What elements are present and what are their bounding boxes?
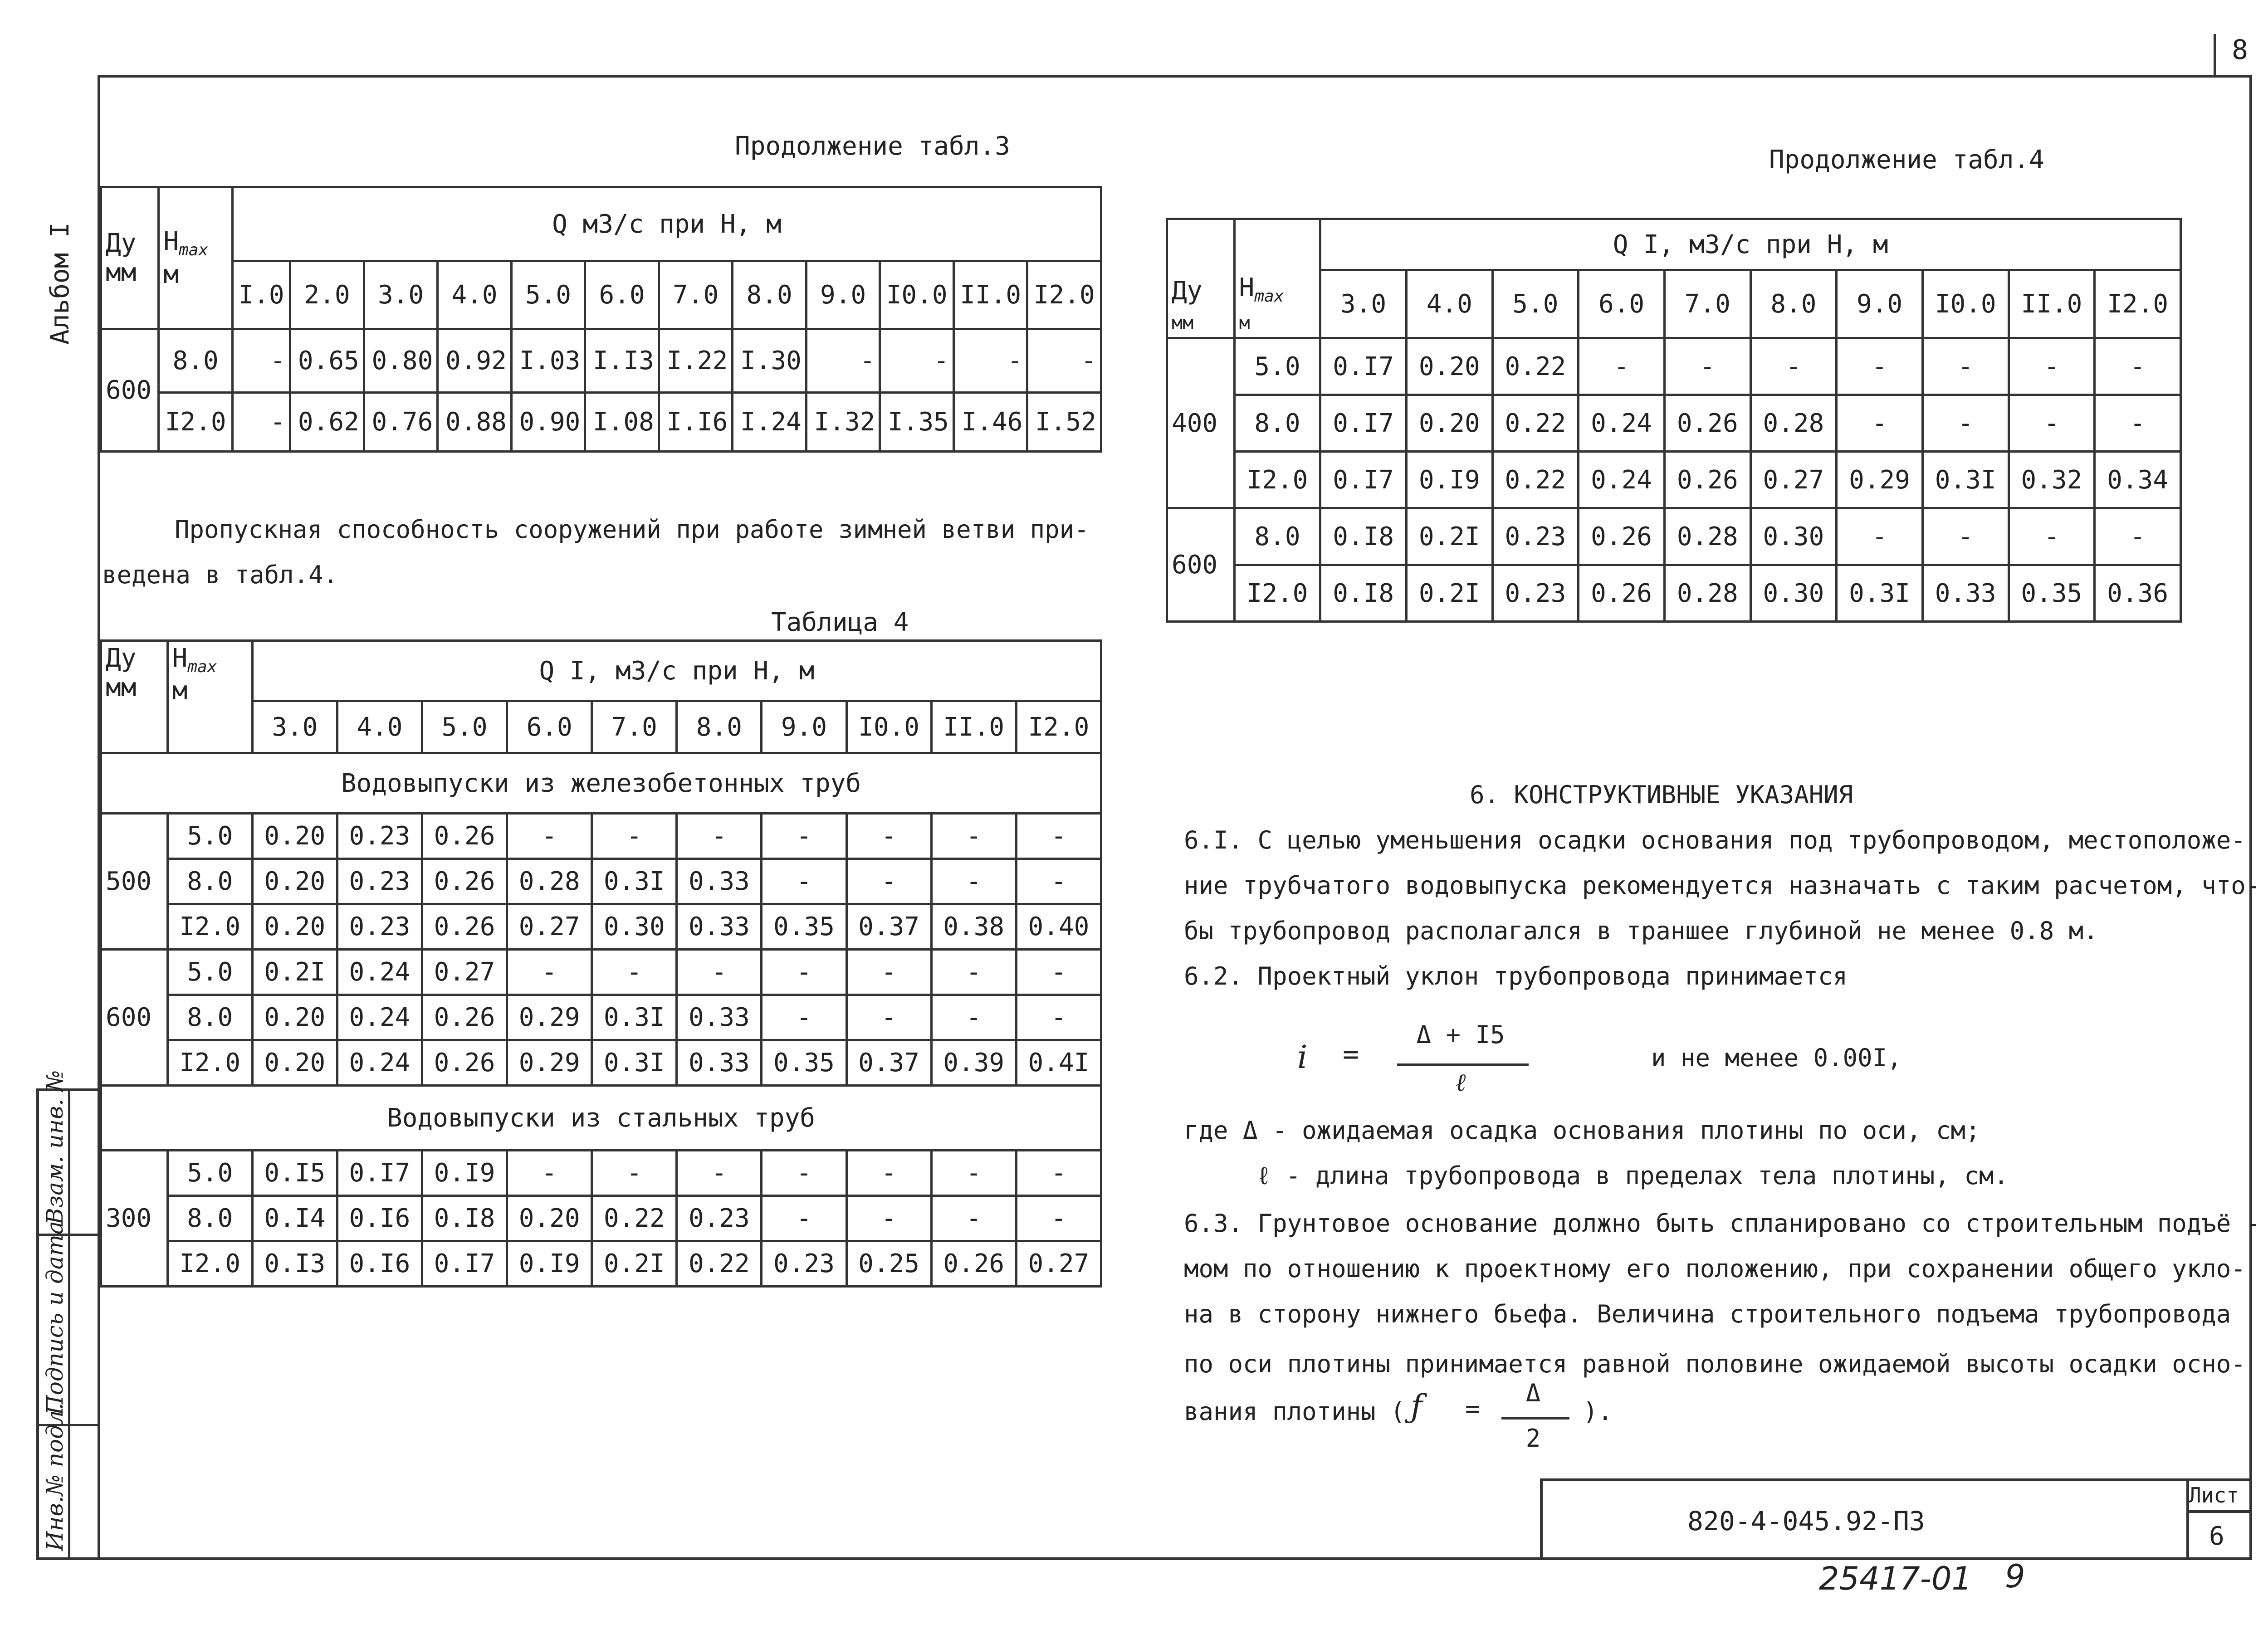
table4-section-steel: Водовыпуски из стальных труб — [101, 1086, 1101, 1151]
table4cont-value-cell: 0.3I — [1922, 452, 2009, 508]
table4cont-value-cell: - — [1750, 338, 1837, 395]
table4-hmax-cell: 8.0 — [167, 859, 252, 904]
table4-value-cell: 0.I8 — [422, 1196, 507, 1241]
table3-value-cell: - — [1027, 329, 1101, 393]
table4-value-cell: 0.20 — [252, 904, 337, 950]
table4-value-cell: 0.20 — [507, 1196, 592, 1241]
table4-value-cell: 0.33 — [677, 1040, 762, 1086]
table4-value-cell: - — [592, 950, 677, 995]
table4-value-cell: 0.26 — [422, 995, 507, 1040]
table4cont-value-cell: 0.28 — [1750, 395, 1837, 452]
table4-h-value: I2.0 — [1016, 701, 1101, 753]
section6-title: 6. КОНСТРУКТИВНЫЕ УКАЗАНИЯ — [1470, 780, 1853, 809]
intro-line-2: ведена в табл.4. — [102, 561, 338, 589]
table4-value-cell: - — [846, 814, 931, 859]
table4-h-value: 4.0 — [337, 701, 422, 753]
table4cont-value-cell: 0.3I — [1837, 565, 1923, 622]
table3-h-value: 3.0 — [364, 261, 438, 329]
table4-row — [101, 859, 1101, 904]
table3-value-cell: I.I3 — [585, 329, 659, 393]
table3-h-value: 6.0 — [585, 261, 659, 329]
table4-value-cell: 0.33 — [677, 995, 762, 1040]
table4cont-value-cell: - — [2009, 338, 2095, 395]
table4cont-value-cell: 0.I8 — [1320, 508, 1407, 565]
table4-value-cell: 0.23 — [337, 814, 422, 859]
table4-value-cell: 0.22 — [592, 1196, 677, 1241]
table4cont-value-cell: 0.26 — [1579, 508, 1665, 565]
table4cont-h-value: 9.0 — [1837, 270, 1923, 338]
table4cont-group-header: Q I, м3/с при H, м — [1320, 219, 2181, 270]
table3-value-cell: 0.76 — [364, 393, 438, 452]
table4-value-cell: 0.27 — [1016, 1241, 1101, 1287]
section6-p3-line3: на в сторону нижнего бьефа. Величина строительного подъема трубопровода — [1184, 1300, 2231, 1328]
table3-h-value: I2.0 — [1027, 261, 1101, 329]
table4-value-cell: 0.26 — [422, 1040, 507, 1086]
table4-value-cell: 0.20 — [252, 995, 337, 1040]
table4cont-value-cell: 0.22 — [1492, 452, 1579, 508]
table4-row — [101, 1151, 1101, 1196]
table4-value-cell: 0.35 — [762, 1040, 846, 1086]
table4-value-cell: 0.25 — [846, 1241, 931, 1287]
table3-value-cell: I.30 — [733, 329, 807, 393]
table4-h-value: II.0 — [931, 701, 1016, 753]
table4-value-cell: - — [507, 1151, 592, 1196]
table3-hmax-cell: I2.0 — [159, 393, 233, 452]
table4cont-row — [1167, 395, 2181, 452]
table4cont-value-cell: 0.35 — [2009, 565, 2095, 622]
table4-value-cell: - — [846, 995, 931, 1040]
section6-p1-line3: бы трубопровод располагался в траншее глубиной не менее 0.8 м. — [1184, 917, 2098, 945]
table4-du-cell: 500 — [101, 814, 168, 950]
table3-h-value: 8.0 — [733, 261, 807, 329]
table4cont-value-cell: 0.34 — [2095, 452, 2181, 508]
table3 — [100, 186, 1102, 453]
table4cont — [1166, 218, 2182, 623]
table4-value-cell: 0.27 — [507, 904, 592, 950]
section6-where1: где Δ - ожидаемая осадка основания плотины по оси, см; — [1184, 1116, 1980, 1145]
table4cont-value-cell: 0.20 — [1406, 395, 1492, 452]
table4cont-value-cell: - — [2095, 338, 2181, 395]
section6-p3-line5: вания плотины ( — [1184, 1397, 1405, 1426]
table4-value-cell: - — [1016, 950, 1101, 995]
table4-value-cell: 0.I7 — [422, 1241, 507, 1287]
table4cont-value-cell: - — [1922, 395, 2009, 452]
table4cont-value-cell: 0.26 — [1664, 395, 1750, 452]
table4cont-value-cell: - — [1922, 338, 2009, 395]
table3-hmax-header: $H_{max}$ м — [159, 187, 233, 329]
table4-value-cell: - — [762, 950, 846, 995]
table4-value-cell: - — [931, 814, 1016, 859]
table4-value-cell: 0.40 — [1016, 904, 1101, 950]
table4cont-du-cell: 600 — [1167, 508, 1235, 622]
table4cont-value-cell: 0.27 — [1750, 452, 1837, 508]
table4cont-value-cell: 0.28 — [1664, 565, 1750, 622]
table4-value-cell: 0.I6 — [337, 1196, 422, 1241]
table4cont-value-cell: 0.33 — [1922, 565, 2009, 622]
table4-value-cell: - — [762, 1196, 846, 1241]
formula-denominator: ℓ — [1455, 1068, 1466, 1097]
section6-p3-line4: по оси плотины принимается равной половине ожидаемой высоты осадки осно- — [1184, 1350, 2246, 1378]
table4-value-cell: 0.37 — [846, 904, 931, 950]
table4cont-hmax-cell: 8.0 — [1234, 395, 1320, 452]
table4-value-cell: - — [507, 950, 592, 995]
table4-value-cell: 0.I6 — [337, 1241, 422, 1287]
table3-du-header: Ду мм — [101, 187, 159, 329]
table3-value-cell: I.03 — [511, 329, 585, 393]
table4cont-value-cell: 0.36 — [2095, 565, 2181, 622]
table4-value-cell: - — [846, 859, 931, 904]
table4-value-cell: - — [507, 814, 592, 859]
table3-value-cell: 0.88 — [438, 393, 512, 452]
table4-value-cell: 0.3I — [592, 859, 677, 904]
table4-value-cell: 0.26 — [422, 814, 507, 859]
table4-hmax-header: $H_{max}$ м — [167, 641, 252, 753]
table4-value-cell: 0.23 — [337, 904, 422, 950]
section6-p1-line2: ние трубчатого водовыпуска рекомендуется назначать с таким расчетом, что- — [1184, 871, 2261, 900]
formula-fraction-bar — [1397, 1063, 1529, 1066]
table4cont-value-cell: 0.22 — [1492, 338, 1579, 395]
table4-section-reinforced: Водовыпуски из железобетонных труб — [101, 753, 1101, 814]
table4cont-value-cell: - — [2009, 395, 2095, 452]
table4cont-caption: Продолжение табл.4 — [1769, 145, 2044, 175]
table4-value-cell: 0.29 — [507, 1040, 592, 1086]
table3-value-cell: 0.62 — [290, 393, 364, 452]
table4cont-value-cell: 0.30 — [1750, 565, 1837, 622]
table4cont-value-cell: 0.23 — [1492, 508, 1579, 565]
table4-hmax-cell: I2.0 — [167, 1040, 252, 1086]
table4-hmax-cell: 5.0 — [167, 814, 252, 859]
table4-value-cell: 0.27 — [422, 950, 507, 995]
table4cont-h-value: 5.0 — [1492, 270, 1579, 338]
table4-value-cell: 0.37 — [846, 1040, 931, 1086]
table4-value-cell: 0.29 — [507, 995, 592, 1040]
table4cont-hmax-cell: 8.0 — [1234, 508, 1320, 565]
table4-hmax-cell: 8.0 — [167, 995, 252, 1040]
table4-value-cell: 0.I5 — [252, 1151, 337, 1196]
table4-value-cell: - — [846, 1196, 931, 1241]
table3-caption: Продолжение табл.3 — [735, 132, 1010, 161]
table4-row — [101, 950, 1101, 995]
table4-du-cell: 300 — [101, 1151, 168, 1287]
table4-value-cell: 0.2I — [592, 1241, 677, 1287]
table4-value-cell: 0.23 — [677, 1196, 762, 1241]
table3-value-cell: - — [232, 393, 290, 452]
table4-value-cell: - — [931, 1196, 1016, 1241]
table4cont-value-cell: - — [1837, 395, 1923, 452]
table4-group-header: Q I, м3/с при H, м — [252, 641, 1101, 701]
table3-value-cell: I.35 — [880, 393, 954, 452]
table4-row — [101, 904, 1101, 950]
page-number-divider — [2214, 34, 2216, 75]
table4cont-value-cell: - — [1664, 338, 1750, 395]
table4cont-h-value: 4.0 — [1406, 270, 1492, 338]
table4-value-cell: - — [1016, 1151, 1101, 1196]
table4cont-value-cell: 0.26 — [1664, 452, 1750, 508]
table4cont-value-cell: 0.I7 — [1320, 338, 1407, 395]
table3-value-cell: - — [953, 329, 1027, 393]
table4cont-row — [1167, 338, 2181, 395]
table4-row — [101, 1040, 1101, 1086]
table4-value-cell: 0.I7 — [337, 1151, 422, 1196]
table4-value-cell: - — [677, 814, 762, 859]
table4-h-value: 8.0 — [677, 701, 762, 753]
sheet-number: 6 — [2209, 1522, 2224, 1551]
section6-p2: 6.2. Проектный уклон трубопровода принимается — [1184, 962, 1848, 990]
side-stamp-divider — [68, 1088, 70, 1560]
table4cont-h-value: I2.0 — [2095, 270, 2181, 338]
table3-value-cell: 0.80 — [364, 329, 438, 393]
table4-h-value: I0.0 — [846, 701, 931, 753]
table4-value-cell: 0.38 — [931, 904, 1016, 950]
table4-hmax-cell: I2.0 — [167, 904, 252, 950]
table3-value-cell: I.08 — [585, 393, 659, 452]
table4-h-value: 9.0 — [762, 701, 846, 753]
table4-value-cell: 0.I3 — [252, 1241, 337, 1287]
table4-value-cell: - — [1016, 995, 1101, 1040]
table4cont-value-cell: - — [2095, 395, 2181, 452]
side-stamp-signature: Подпись и дата — [42, 1221, 68, 1415]
table4cont-hmax-cell: I2.0 — [1234, 565, 1320, 622]
table4cont-value-cell: 0.20 — [1406, 338, 1492, 395]
table4cont-hmax-cell: I2.0 — [1234, 452, 1320, 508]
table4-value-cell: - — [677, 1151, 762, 1196]
table4cont-value-cell: - — [2095, 508, 2181, 565]
formula2-f: ƒ — [1411, 1388, 1422, 1425]
table4-caption: Таблица 4 — [771, 608, 909, 637]
section6-p1-line1: 6.I. С целью уменьшения осадки основания под трубопроводом, местоположе- — [1184, 826, 2246, 854]
table4-value-cell: - — [762, 859, 846, 904]
table3-value-cell: - — [806, 329, 880, 393]
table4-value-cell: 0.33 — [677, 859, 762, 904]
table4-value-cell: - — [846, 1151, 931, 1196]
table4-h-value: 5.0 — [422, 701, 507, 753]
section6-p3-line2: мом по отношению к проектному его положению, при сохранении общего укло- — [1184, 1254, 2246, 1283]
table4-value-cell: - — [762, 814, 846, 859]
table3-value-cell: I.46 — [953, 393, 1027, 452]
table4cont-value-cell: 0.I8 — [1320, 565, 1407, 622]
handwritten-number: 25417-01 — [1819, 1560, 1972, 1597]
formula-i: i — [1297, 1039, 1308, 1076]
table4-value-cell: - — [931, 859, 1016, 904]
formula2-eq: = — [1465, 1395, 1480, 1423]
intro-line-1: Пропускная способность сооружений при работе зимней ветви при- — [175, 515, 1089, 544]
table3-h-value: 4.0 — [438, 261, 512, 329]
table4cont-du-cell: 400 — [1167, 338, 1235, 508]
table4cont-h-value: 8.0 — [1750, 270, 1837, 338]
table4-value-cell: 0.22 — [677, 1241, 762, 1287]
table3-value-cell: I.52 — [1027, 393, 1101, 452]
table3-h-value: 2.0 — [290, 261, 364, 329]
table4-value-cell: 0.35 — [762, 904, 846, 950]
table4-row — [101, 1196, 1101, 1241]
table4-row — [101, 1241, 1101, 1287]
formula2-fraction-bar — [1501, 1417, 1569, 1419]
table3-value-cell: I.I6 — [659, 393, 733, 452]
table4cont-value-cell: 0.I7 — [1320, 452, 1407, 508]
table3-h-value: 5.0 — [511, 261, 585, 329]
table4cont-value-cell: 0.28 — [1664, 508, 1750, 565]
table4-value-cell: 0.I9 — [507, 1241, 592, 1287]
table3-value-cell: 0.90 — [511, 393, 585, 452]
table4-du-cell: 600 — [101, 950, 168, 1086]
table4-value-cell: - — [677, 950, 762, 995]
table4cont-value-cell: 0.I9 — [1406, 452, 1492, 508]
table4cont-hmax-cell: 5.0 — [1234, 338, 1320, 395]
table4-value-cell: 0.20 — [252, 1040, 337, 1086]
table4-hmax-cell: 8.0 — [167, 1196, 252, 1241]
title-block-divider — [2186, 1510, 2252, 1513]
table4-value-cell: 0.26 — [422, 904, 507, 950]
formula2-denominator: 2 — [1525, 1424, 1541, 1453]
table4cont-value-cell: 0.24 — [1579, 395, 1665, 452]
table4-value-cell: - — [592, 1151, 677, 1196]
table4-value-cell: 0.3I — [592, 995, 677, 1040]
table4cont-du-header: Ду мм — [1167, 219, 1235, 338]
table4-value-cell: - — [931, 1151, 1016, 1196]
table4-value-cell: 0.24 — [337, 950, 422, 995]
table3-h-value: I.0 — [232, 261, 290, 329]
table4cont-h-value: 6.0 — [1579, 270, 1665, 338]
formula-eq: = — [1343, 1039, 1359, 1070]
table4cont-hmax-header: $H_{max}$ м — [1234, 219, 1320, 338]
table4-value-cell: - — [1016, 859, 1101, 904]
table3-h-value: I0.0 — [880, 261, 954, 329]
table4cont-value-cell: - — [1837, 508, 1923, 565]
table4cont-row — [1167, 452, 2181, 508]
table4-row — [101, 995, 1101, 1040]
table3-h-value: 7.0 — [659, 261, 733, 329]
album-label: Альбом I — [45, 222, 75, 345]
table3-value-cell: I.22 — [659, 329, 733, 393]
table4-value-cell: 0.4I — [1016, 1040, 1101, 1086]
table4cont-value-cell: 0.29 — [1837, 452, 1923, 508]
table4-value-cell: - — [931, 995, 1016, 1040]
table4-value-cell: - — [931, 950, 1016, 995]
table3-h-value: 9.0 — [806, 261, 880, 329]
table4cont-value-cell: - — [1837, 338, 1923, 395]
table4cont-h-value: II.0 — [2009, 270, 2095, 338]
table4cont-value-cell: 0.2I — [1406, 508, 1492, 565]
table4-h-value: 7.0 — [592, 701, 677, 753]
table4cont-value-cell: 0.26 — [1579, 565, 1665, 622]
table4 — [100, 639, 1102, 1288]
side-stamp-replacement: Взам. инв. № — [42, 1070, 68, 1224]
table4-value-cell: 0.30 — [592, 904, 677, 950]
table3-value-cell: - — [232, 329, 290, 393]
table4-value-cell: 0.20 — [252, 814, 337, 859]
table4cont-value-cell: 0.32 — [2009, 452, 2095, 508]
formula-tail: и не менее 0.00I, — [1651, 1044, 1902, 1072]
section6-where2: ℓ - длина трубопровода в пределах тела плотины, см. — [1256, 1161, 2009, 1190]
table4cont-value-cell: 0.22 — [1492, 395, 1579, 452]
table4-row — [101, 814, 1101, 859]
table4-value-cell: - — [762, 995, 846, 1040]
table3-value-cell: - — [880, 329, 954, 393]
table3-hmax-cell: 8.0 — [159, 329, 233, 393]
table4cont-value-cell: - — [1579, 338, 1665, 395]
table4-h-value: 6.0 — [507, 701, 592, 753]
table4cont-value-cell: 0.23 — [1492, 565, 1579, 622]
table3-value-cell: 0.92 — [438, 329, 512, 393]
side-stamp-inventory: Инв.№ подл. — [42, 1403, 68, 1551]
formula2-end: ). — [1583, 1397, 1613, 1426]
table4-value-cell: 0.23 — [762, 1241, 846, 1287]
sheet-label: Лист — [2189, 1483, 2239, 1507]
section6-p3-line1: 6.3. Грунтовое основание должно быть спланировано со строительным подъё - — [1184, 1209, 2261, 1238]
formula2-numerator: Δ — [1525, 1379, 1541, 1407]
table4-value-cell: 0.I4 — [252, 1196, 337, 1241]
table4-value-cell: - — [1016, 814, 1101, 859]
table4-value-cell: - — [762, 1151, 846, 1196]
table4-value-cell: 0.20 — [252, 859, 337, 904]
table4-value-cell: 0.39 — [931, 1040, 1016, 1086]
table4cont-value-cell: 0.30 — [1750, 508, 1837, 565]
table4-value-cell: 0.2I — [252, 950, 337, 995]
table4-value-cell: - — [846, 950, 931, 995]
table4cont-h-value: 7.0 — [1664, 270, 1750, 338]
table3-du-cell: 600 — [101, 329, 159, 452]
table4-value-cell: 0.3I — [592, 1040, 677, 1086]
doc-code: 820-4-045.92-ПЗ — [1687, 1506, 1925, 1536]
table4-value-cell: 0.28 — [507, 859, 592, 904]
table4-value-cell: 0.24 — [337, 995, 422, 1040]
table4cont-h-value: I0.0 — [1922, 270, 2009, 338]
table4cont-row — [1167, 508, 2181, 565]
table3-value-cell: 0.65 — [290, 329, 364, 393]
table4-hmax-cell: 5.0 — [167, 950, 252, 995]
table4-du-header: Ду мм — [101, 641, 168, 753]
table4-hmax-cell: 5.0 — [167, 1151, 252, 1196]
table4-value-cell: 0.I9 — [422, 1151, 507, 1196]
table4cont-row — [1167, 565, 2181, 622]
table4cont-value-cell: 0.2I — [1406, 565, 1492, 622]
table4cont-value-cell: 0.24 — [1579, 452, 1665, 508]
handwritten-sheet: 9 — [2005, 1558, 2025, 1595]
table4-value-cell: - — [1016, 1196, 1101, 1241]
table4cont-h-value: 3.0 — [1320, 270, 1407, 338]
table4cont-value-cell: 0.I7 — [1320, 395, 1407, 452]
table3-value-cell: I.24 — [733, 393, 807, 452]
table4-value-cell: 0.24 — [337, 1040, 422, 1086]
table4-value-cell: 0.23 — [337, 859, 422, 904]
formula-numerator: Δ + I5 — [1416, 1020, 1505, 1049]
table4-value-cell: 0.26 — [422, 859, 507, 904]
table4-hmax-cell: I2.0 — [167, 1241, 252, 1287]
table4cont-value-cell: - — [2009, 508, 2095, 565]
table3-h-value: II.0 — [953, 261, 1027, 329]
table4-value-cell: 0.26 — [931, 1241, 1016, 1287]
table4-h-value: 3.0 — [252, 701, 337, 753]
table4-value-cell: - — [592, 814, 677, 859]
table3-group-header: Q м3/с при H, м — [232, 187, 1101, 261]
table3-value-cell: I.32 — [806, 393, 880, 452]
page-number: 8 — [2232, 34, 2248, 66]
table4cont-value-cell: - — [1922, 508, 2009, 565]
table4-value-cell: 0.33 — [677, 904, 762, 950]
